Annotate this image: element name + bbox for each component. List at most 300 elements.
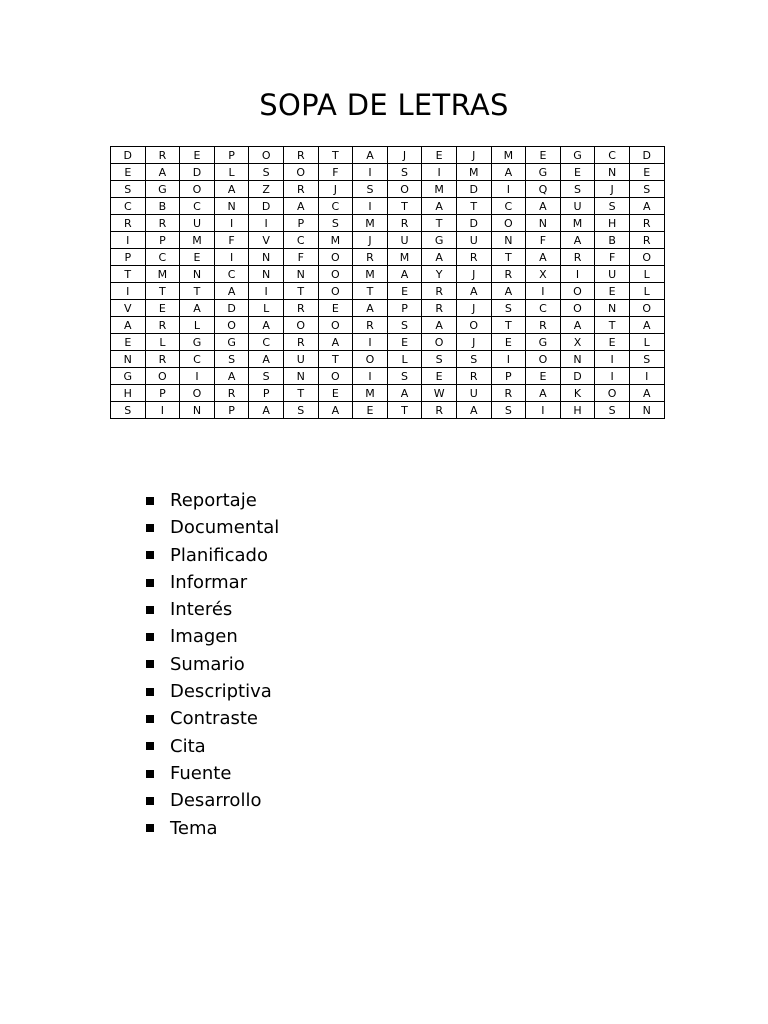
grid-cell: R [283, 334, 318, 351]
grid-cell: S [491, 300, 526, 317]
square-bullet-icon [146, 524, 154, 532]
grid-cell: P [214, 402, 249, 419]
grid-cell: N [249, 249, 284, 266]
grid-row [111, 215, 665, 232]
grid-cell: M [180, 232, 215, 249]
grid-cell: H [560, 402, 595, 419]
grid-cell: S [595, 198, 630, 215]
grid-cell: C [145, 249, 180, 266]
grid-cell: T [422, 215, 457, 232]
grid-cell: L [387, 351, 422, 368]
grid-cell: S [629, 351, 664, 368]
grid-cell: C [111, 198, 146, 215]
grid-cell: E [180, 147, 215, 164]
grid-cell: O [318, 283, 353, 300]
grid-row [111, 266, 665, 283]
grid-cell: N [629, 402, 664, 419]
grid-cell: E [491, 334, 526, 351]
grid-cell: O [180, 181, 215, 198]
grid-cell: N [595, 300, 630, 317]
square-bullet-icon [146, 797, 154, 805]
square-bullet-icon [146, 688, 154, 696]
list-item [146, 542, 279, 569]
grid-cell: T [595, 317, 630, 334]
grid-cell: I [145, 402, 180, 419]
grid-row [111, 164, 665, 181]
grid-cell: I [595, 351, 630, 368]
grid-cell: E [387, 283, 422, 300]
grid-cell: A [491, 164, 526, 181]
grid-cell: R [111, 215, 146, 232]
grid-cell: Y [422, 266, 457, 283]
grid-cell: R [456, 249, 491, 266]
grid-cell: E [422, 147, 457, 164]
grid-cell: D [560, 368, 595, 385]
word-label: Planificado [170, 544, 268, 566]
grid-cell: R [560, 249, 595, 266]
grid-cell: D [629, 147, 664, 164]
grid-cell: S [629, 181, 664, 198]
grid-cell: L [145, 334, 180, 351]
list-item [146, 569, 279, 596]
grid-cell: I [214, 215, 249, 232]
grid-cell: R [283, 147, 318, 164]
grid-cell: G [422, 232, 457, 249]
grid-row [111, 317, 665, 334]
list-item [146, 705, 279, 732]
grid-cell: J [353, 232, 388, 249]
grid-cell: C [283, 232, 318, 249]
word-label: Contraste [170, 708, 258, 730]
grid-cell: R [629, 215, 664, 232]
grid-cell: D [249, 198, 284, 215]
grid-cell: O [353, 351, 388, 368]
grid-cell: P [111, 249, 146, 266]
grid-cell: A [387, 385, 422, 402]
list-item [146, 514, 279, 541]
grid-cell: F [318, 164, 353, 181]
square-bullet-icon [146, 824, 154, 832]
list-item [146, 596, 279, 623]
grid-cell: I [629, 368, 664, 385]
grid-cell: E [180, 249, 215, 266]
word-label: Documental [170, 517, 280, 539]
word-label: Cita [170, 735, 206, 757]
grid-cell: S [387, 317, 422, 334]
grid-cell: R [283, 300, 318, 317]
grid-cell: N [214, 198, 249, 215]
grid-cell: J [456, 334, 491, 351]
grid-cell: R [422, 300, 457, 317]
grid-cell: I [491, 181, 526, 198]
grid-cell: O [629, 300, 664, 317]
grid-cell: I [526, 402, 561, 419]
grid-cell: E [318, 300, 353, 317]
grid-cell: M [145, 266, 180, 283]
grid-cell: U [595, 266, 630, 283]
grid-cell: T [491, 317, 526, 334]
grid-row [111, 351, 665, 368]
grid-cell: A [560, 232, 595, 249]
list-item [146, 760, 279, 787]
grid-cell: I [353, 164, 388, 181]
grid-cell: N [180, 266, 215, 283]
grid-cell: T [353, 283, 388, 300]
grid-cell: C [249, 334, 284, 351]
grid-cell: S [249, 164, 284, 181]
grid-cell: O [595, 385, 630, 402]
grid-cell: A [180, 300, 215, 317]
grid-cell: H [595, 215, 630, 232]
grid-cell: S [387, 368, 422, 385]
grid-cell: O [560, 283, 595, 300]
grid-cell: S [491, 402, 526, 419]
list-item [146, 787, 279, 814]
grid-cell: O [387, 181, 422, 198]
grid-cell: A [560, 317, 595, 334]
grid-cell: P [145, 385, 180, 402]
grid-cell: M [318, 232, 353, 249]
grid-cell: G [526, 164, 561, 181]
word-search-grid [110, 146, 665, 419]
grid-cell: O [422, 334, 457, 351]
grid-cell: T [387, 402, 422, 419]
grid-cell: T [456, 198, 491, 215]
list-item [146, 678, 279, 705]
grid-cell: M [353, 385, 388, 402]
grid-cell: M [387, 249, 422, 266]
grid-cell: S [422, 351, 457, 368]
grid-cell: T [318, 351, 353, 368]
grid-cell: I [111, 232, 146, 249]
grid-row [111, 334, 665, 351]
grid-cell: A [249, 351, 284, 368]
grid-cell: J [456, 300, 491, 317]
grid-cell: R [422, 402, 457, 419]
grid-cell: E [526, 368, 561, 385]
list-item [146, 623, 279, 650]
grid-cell: C [180, 351, 215, 368]
word-label: Reportaje [170, 490, 257, 511]
grid-cell: E [111, 164, 146, 181]
grid-cell: L [629, 334, 664, 351]
grid-cell: F [526, 232, 561, 249]
grid-row [111, 368, 665, 385]
page-title: SOPA DE LETRAS [259, 88, 509, 122]
grid-cell: C [318, 198, 353, 215]
grid-cell: T [491, 249, 526, 266]
grid-cell: I [180, 368, 215, 385]
word-label: Imagen [170, 626, 238, 648]
grid-cell: C [180, 198, 215, 215]
grid-cell: L [629, 283, 664, 300]
grid-cell: O [318, 317, 353, 334]
grid-cell: O [526, 351, 561, 368]
grid-cell: U [387, 232, 422, 249]
grid-cell: R [353, 249, 388, 266]
grid-cell: A [214, 283, 249, 300]
grid-cell: I [353, 334, 388, 351]
grid-cell: N [283, 368, 318, 385]
grid-cell: S [111, 402, 146, 419]
grid-cell: E [560, 164, 595, 181]
grid-cell: M [353, 266, 388, 283]
grid-cell: H [111, 385, 146, 402]
grid-cell: A [491, 283, 526, 300]
grid-cell: C [595, 147, 630, 164]
grid-cell: R [145, 351, 180, 368]
word-label: Desarrollo [170, 790, 262, 812]
grid-cell: R [629, 232, 664, 249]
grid-cell: U [456, 385, 491, 402]
grid-cell: J [595, 181, 630, 198]
grid-cell: N [526, 215, 561, 232]
grid-cell: A [353, 147, 388, 164]
grid-cell: P [249, 385, 284, 402]
grid-cell: N [560, 351, 595, 368]
grid-cell: R [526, 317, 561, 334]
grid-cell: E [387, 334, 422, 351]
grid-cell: V [111, 300, 146, 317]
square-bullet-icon [146, 660, 154, 668]
word-label: Sumario [170, 653, 245, 675]
list-item [146, 815, 279, 842]
grid-cell: M [422, 181, 457, 198]
grid-cell: T [387, 198, 422, 215]
grid-cell: T [145, 283, 180, 300]
grid-cell: A [456, 283, 491, 300]
word-label: Descriptiva [170, 681, 272, 703]
grid-cell: R [145, 317, 180, 334]
word-label: Informar [170, 571, 248, 593]
grid-cell: D [180, 164, 215, 181]
grid-cell: U [456, 232, 491, 249]
grid-cell: E [595, 334, 630, 351]
grid-cell: A [526, 198, 561, 215]
grid-cell: O [214, 317, 249, 334]
grid-cell: A [318, 334, 353, 351]
grid-cell: O [249, 147, 284, 164]
grid-cell: G [111, 368, 146, 385]
grid-cell: E [526, 147, 561, 164]
grid-cell: S [595, 402, 630, 419]
grid-cell: U [180, 215, 215, 232]
grid-cell: A [422, 317, 457, 334]
grid-cell: T [283, 385, 318, 402]
grid-cell: A [214, 368, 249, 385]
grid-cell: M [353, 215, 388, 232]
grid-cell: A [456, 402, 491, 419]
grid-cell: Q [526, 181, 561, 198]
grid-cell: M [491, 147, 526, 164]
grid-row [111, 198, 665, 215]
grid-cell: A [629, 198, 664, 215]
grid-row [111, 181, 665, 198]
grid-cell: I [526, 283, 561, 300]
grid-cell: T [283, 283, 318, 300]
grid-cell: N [180, 402, 215, 419]
grid-cell: I [214, 249, 249, 266]
grid-cell: D [111, 147, 146, 164]
grid-cell: S [214, 351, 249, 368]
grid-cell: A [629, 317, 664, 334]
grid-cell: O [283, 317, 318, 334]
grid-row [111, 402, 665, 419]
grid-cell: N [595, 164, 630, 181]
grid-cell: S [456, 351, 491, 368]
grid-cell: U [560, 198, 595, 215]
grid-cell: P [283, 215, 318, 232]
grid-cell: O [560, 300, 595, 317]
grid-cell: O [318, 266, 353, 283]
grid-cell: F [595, 249, 630, 266]
grid-cell: N [491, 232, 526, 249]
grid-cell: A [318, 402, 353, 419]
grid-cell: I [422, 164, 457, 181]
grid-cell: I [491, 351, 526, 368]
grid-cell: C [526, 300, 561, 317]
grid-cell: R [214, 385, 249, 402]
grid-cell: E [422, 368, 457, 385]
grid-cell: D [456, 181, 491, 198]
grid-cell: L [180, 317, 215, 334]
grid-cell: R [283, 181, 318, 198]
grid-cell: I [353, 368, 388, 385]
grid-cell: N [249, 266, 284, 283]
grid-cell: I [111, 283, 146, 300]
grid-cell: S [111, 181, 146, 198]
grid-cell: I [249, 283, 284, 300]
grid-cell: A [422, 249, 457, 266]
list-item [146, 487, 279, 514]
grid-cell: N [111, 351, 146, 368]
list-item [146, 651, 279, 678]
square-bullet-icon [146, 742, 154, 750]
grid-cell: I [249, 215, 284, 232]
grid-cell: F [214, 232, 249, 249]
grid-cell: B [145, 198, 180, 215]
grid-cell: P [214, 147, 249, 164]
grid-cell: J [456, 266, 491, 283]
grid-row [111, 283, 665, 300]
grid-cell: E [595, 283, 630, 300]
grid-cell: R [491, 266, 526, 283]
grid-cell: R [145, 215, 180, 232]
grid-row [111, 385, 665, 402]
grid-cell: O [318, 368, 353, 385]
square-bullet-icon [146, 770, 154, 778]
grid-cell: R [491, 385, 526, 402]
grid-cell: E [629, 164, 664, 181]
grid-row [111, 249, 665, 266]
grid-cell: A [422, 198, 457, 215]
grid-cell: V [249, 232, 284, 249]
square-bullet-icon [146, 633, 154, 641]
grid-cell: G [145, 181, 180, 198]
grid-cell: L [214, 164, 249, 181]
grid-row [111, 147, 665, 164]
grid-cell: C [491, 198, 526, 215]
grid-cell: E [145, 300, 180, 317]
grid-cell: T [180, 283, 215, 300]
grid-cell: C [214, 266, 249, 283]
grid-cell: L [249, 300, 284, 317]
grid-cell: G [180, 334, 215, 351]
grid-cell: O [456, 317, 491, 334]
square-bullet-icon [146, 497, 154, 505]
grid-cell: E [318, 385, 353, 402]
grid-cell: E [111, 334, 146, 351]
grid-cell: A [526, 385, 561, 402]
grid-cell: S [353, 181, 388, 198]
grid-cell: P [145, 232, 180, 249]
square-bullet-icon [146, 579, 154, 587]
grid-cell: R [387, 215, 422, 232]
grid-cell: G [214, 334, 249, 351]
grid-cell: A [526, 249, 561, 266]
grid-cell: A [629, 385, 664, 402]
grid-cell: T [318, 147, 353, 164]
grid-cell: R [145, 147, 180, 164]
grid-cell: O [318, 249, 353, 266]
grid-cell: J [456, 147, 491, 164]
grid-cell: D [456, 215, 491, 232]
grid-cell: O [145, 368, 180, 385]
grid-cell: A [249, 317, 284, 334]
grid-cell: O [283, 164, 318, 181]
square-bullet-icon [146, 551, 154, 559]
grid-cell: S [318, 215, 353, 232]
grid-cell: R [422, 283, 457, 300]
word-label: Fuente [170, 762, 232, 784]
grid-cell: O [491, 215, 526, 232]
grid-cell: S [387, 164, 422, 181]
grid-cell: N [283, 266, 318, 283]
word-list [146, 487, 279, 842]
grid-cell: I [595, 368, 630, 385]
grid-cell: M [456, 164, 491, 181]
grid-cell: X [560, 334, 595, 351]
grid-cell: A [387, 266, 422, 283]
square-bullet-icon [146, 606, 154, 614]
grid-cell: O [629, 249, 664, 266]
grid-cell: D [214, 300, 249, 317]
grid-row [111, 300, 665, 317]
grid-cell: T [111, 266, 146, 283]
grid-cell: A [111, 317, 146, 334]
list-item [146, 733, 279, 760]
grid-cell: P [491, 368, 526, 385]
grid-cell: I [560, 266, 595, 283]
grid-cell: P [387, 300, 422, 317]
grid-cell: J [318, 181, 353, 198]
grid-cell: G [560, 147, 595, 164]
grid-cell: A [249, 402, 284, 419]
grid-cell: B [595, 232, 630, 249]
grid-cell: R [456, 368, 491, 385]
grid-cell: F [283, 249, 318, 266]
grid-cell: S [560, 181, 595, 198]
grid-cell: I [353, 198, 388, 215]
grid-cell: E [353, 402, 388, 419]
grid-cell: W [422, 385, 457, 402]
grid-cell: A [283, 198, 318, 215]
grid-cell: X [526, 266, 561, 283]
grid-cell: M [560, 215, 595, 232]
grid-row [111, 232, 665, 249]
grid-cell: R [353, 317, 388, 334]
grid-cell: G [526, 334, 561, 351]
